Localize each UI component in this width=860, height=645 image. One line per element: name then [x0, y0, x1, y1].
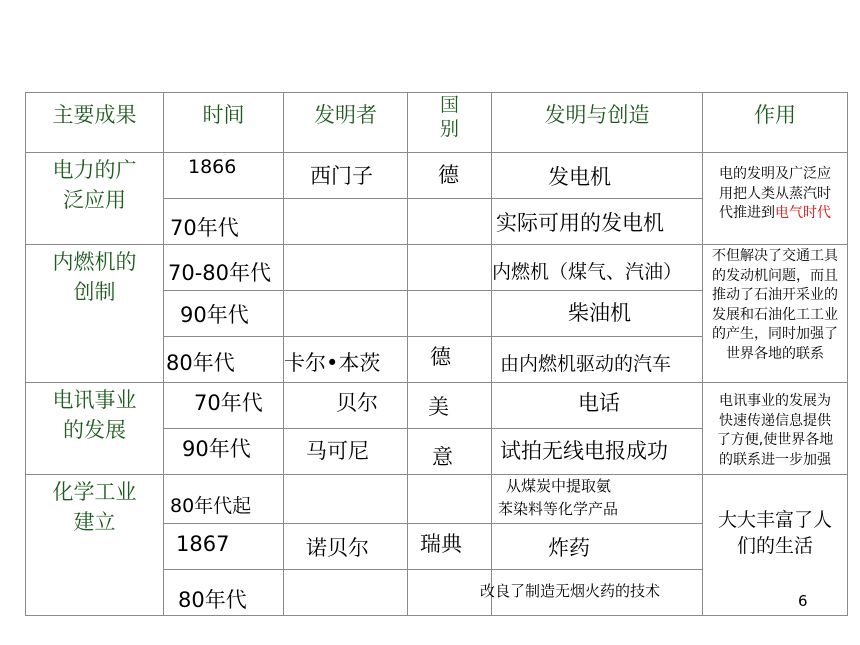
country-cell: 美	[408, 383, 492, 429]
time-cell: 90年代	[164, 429, 284, 475]
header-time: 时间	[164, 93, 284, 153]
inventor-cell: 贝尔	[284, 383, 408, 429]
inventor-cell: 卡尔•本茨	[284, 337, 408, 383]
header-country	[408, 93, 492, 153]
effect-line: 代推进到电气时代	[719, 205, 831, 221]
inventor-cell	[284, 475, 408, 524]
invention-cell	[480, 570, 703, 616]
electric-age-highlight: 电气时代	[775, 205, 831, 221]
country-cell	[408, 570, 492, 616]
table-row	[26, 475, 848, 524]
time-cell: 1867	[164, 524, 284, 570]
effect-line: 的发动机问题，而且	[712, 267, 838, 284]
invention-cell: 发电机	[492, 153, 703, 199]
effect-telecom	[703, 383, 848, 475]
category-combustion	[26, 245, 164, 383]
country-cell: 德	[408, 153, 492, 199]
page-number: 6	[798, 592, 808, 610]
effect-chemical	[703, 475, 848, 616]
invention-cell: 电话	[492, 383, 703, 429]
table-row	[26, 153, 848, 199]
time-cell: 70年代	[164, 199, 284, 245]
category-combustion-line2: 创制	[73, 280, 116, 304]
country-cell: 德	[408, 337, 492, 383]
inventor-cell	[284, 245, 408, 291]
table-row	[26, 245, 848, 291]
category-telecom-line2: 的发展	[63, 418, 126, 442]
table-row	[26, 383, 848, 429]
country-cell	[408, 245, 492, 291]
invention-cell: 内燃机（煤气、汽油）	[492, 245, 703, 291]
history-table	[25, 92, 848, 616]
effect-line: 了方便,使世界各地	[716, 432, 834, 448]
inventor-cell	[284, 199, 408, 245]
effect-line: 推动了石油开采业的	[712, 287, 838, 303]
country-cell	[408, 291, 492, 337]
effect-line: 们的生活	[736, 535, 813, 557]
time-cell: 90年代	[164, 291, 284, 337]
category-telecom-line1: 电讯事业	[52, 388, 137, 412]
category-chemical-line2: 建立	[73, 510, 116, 534]
header-country-line1: 国	[439, 94, 459, 116]
header-effect: 作用	[703, 93, 848, 153]
inventor-cell: 西门子	[284, 153, 408, 199]
header-country-line2: 别	[439, 118, 459, 140]
invention-cell	[492, 475, 703, 524]
category-electric-line1: 电力的广	[52, 158, 137, 182]
header-row	[26, 93, 848, 153]
effect-electric	[703, 153, 848, 245]
effect-line: 大大丰富了人	[717, 509, 832, 531]
time-cell: 70-80年代	[164, 245, 284, 291]
effect-combustion	[703, 245, 848, 383]
invention-cell: 实际可用的发电机	[492, 199, 703, 245]
invention-cell: 炸药	[492, 524, 703, 570]
invention-cell: 柴油机	[492, 291, 703, 337]
category-combustion-line1: 内燃机的	[52, 250, 137, 274]
category-electric-line2: 泛应用	[63, 188, 126, 212]
invention-cell: 由内燃机驱动的汽车	[492, 337, 703, 383]
inventor-cell	[284, 570, 408, 616]
category-telecom	[26, 383, 164, 475]
effect-line: 不但解决了交通工具	[712, 248, 838, 264]
header-invention: 发明与创造	[492, 93, 703, 153]
time-cell: 80年代	[164, 570, 284, 616]
effect-line: 的产生，同时加强了	[712, 326, 838, 342]
inventor-cell: 诺贝尔	[284, 524, 408, 570]
effect-line: 用把人类从蒸汽时	[719, 185, 831, 202]
effect-line: 的联系进一步加强	[719, 451, 831, 468]
time-cell: 80年代	[164, 337, 284, 383]
effect-line: 电的发明及广泛应	[719, 166, 831, 182]
effect-line: 快速传递信息提供	[719, 412, 831, 429]
category-chemical-line1: 化学工业	[52, 480, 137, 504]
inventor-cell: 马可尼	[284, 429, 408, 475]
country-cell: 瑞典	[408, 524, 492, 570]
country-cell	[408, 199, 492, 245]
invention-line: 改良了制造无烟火药的技术	[480, 582, 661, 600]
time-cell: 80年代起	[164, 475, 284, 524]
header-main-achievement: 主要成果	[26, 93, 164, 153]
header-inventor: 发明者	[284, 93, 408, 153]
time-cell: 70年代	[164, 383, 284, 429]
inventor-cell	[284, 291, 408, 337]
category-electric	[26, 153, 164, 245]
invention-cell: 试拍无线电报成功	[492, 429, 703, 475]
invention-line: 苯染料等化学产品	[498, 500, 619, 518]
effect-line: 电讯事业的发展为	[719, 393, 831, 409]
category-chemical	[26, 475, 164, 616]
country-cell	[408, 475, 492, 524]
effect-line: 发展和石油化工工业	[712, 306, 838, 323]
effect-line: 世界各地的联系	[726, 345, 824, 362]
country-cell: 意	[408, 429, 492, 475]
invention-line: 从煤炭中提取氨	[506, 477, 612, 495]
time-cell: 1866	[164, 153, 284, 199]
